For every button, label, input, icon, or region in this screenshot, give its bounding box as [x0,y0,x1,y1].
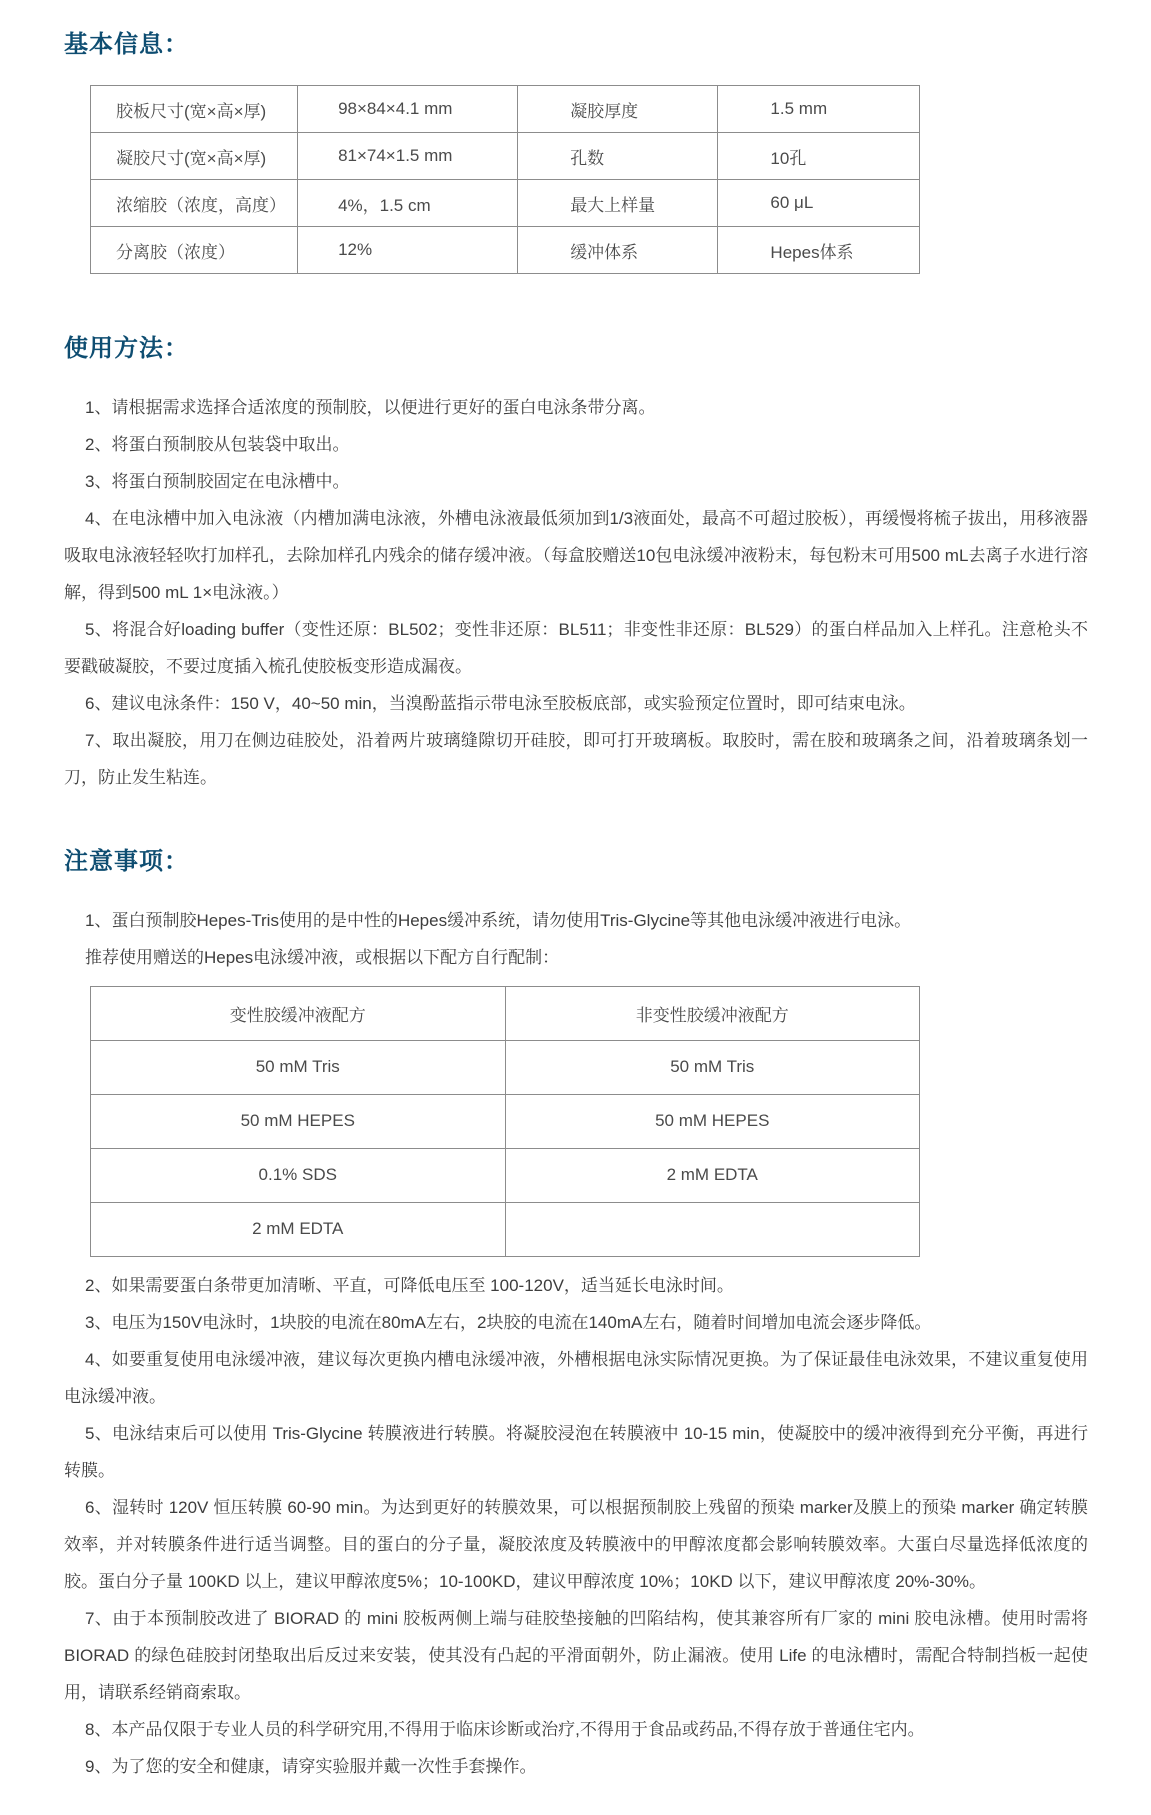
table-row [91,180,920,227]
usage-step: 4、在电泳槽中加入电泳液（内槽加满电泳液，外槽电泳液最低须加到1/3液面处，最高不可超过胶板），再缓慢将梳子拔出，用移液器吸取电泳液轻轻吹打加样孔，去除加样孔内残余的储存缓冲液。（每盒胶赠送10包电泳缓冲液粉末，每包粉末可用500 mL去离子水进行溶解，得到500 mL 1×电泳液。） [64,509,1088,603]
table-row [91,1202,920,1256]
table-row [91,133,920,180]
table-header-row [91,986,920,1040]
spec-label: 分离胶（浓度） [91,227,298,274]
basic-info-table [90,85,920,274]
buffer-cell: 50 mM HEPES [505,1094,920,1148]
buffer-recipe-table [90,986,920,1257]
usage-step: 7、取出凝胶，用刀在侧边硅胶处，沿着两片玻璃缝隙切开硅胶，即可打开玻璃板。取胶时，需在胶和玻璃条之间，沿着玻璃条划一刀，防止发生粘连。 [64,731,1088,788]
spec-value: 12% [298,227,518,274]
spec-label: 凝胶厚度 [518,86,718,133]
spec-label: 胶板尺寸(宽×高×厚) [91,86,298,133]
spec-value: 10孔 [718,133,920,180]
buffer-cell [505,1202,920,1256]
buffer-column-header: 变性胶缓冲液配方 [91,986,506,1040]
note-item: 1、蛋白预制胶Hepes-Tris使用的是中性的Hepes缓冲系统，请勿使用Tris-Glycine等其他电泳缓冲液进行电泳。 [85,910,912,930]
spec-label: 凝胶尺寸(宽×高×厚) [91,133,298,180]
buffer-cell: 2 mM EDTA [505,1148,920,1202]
spec-value: 98×84×4.1 mm [298,86,518,133]
basic-info-title: 基本信息： [64,31,189,58]
spec-value: 81×74×1.5 mm [298,133,518,180]
spec-value: 60 μL [718,180,920,227]
buffer-cell: 0.1% SDS [91,1148,506,1202]
note-item: 4、如要重复使用电泳缓冲液，建议每次更换内槽电泳缓冲液，外槽根据电泳实际情况更换。为了保证最佳电泳效果，不建议重复使用电泳缓冲液。 [64,1349,1088,1406]
table-row [91,1094,920,1148]
spec-label: 浓缩胶（浓度，高度） [91,180,298,227]
usage-step: 2、将蛋白预制胶从包装袋中取出。 [85,435,350,455]
note-item: 7、由于本预制胶改进了 BIORAD 的 mini 胶板两侧上端与硅胶垫接触的凹陷结构，使其兼容所有厂家的 mini 胶电泳槽。使用时需将 BIORAD 的绿色硅胶封闭垫取出后反过来安装，使其没有凸起的平滑面朝外，防止漏液。使用 Life 的电泳槽时，需配合特制挡板一起使用，请联系经销商索取。 [64,1609,1088,1703]
spec-value: 4%，1.5 cm [298,180,518,227]
usage-step: 6、建议电泳条件：150 V，40~50 min，当溴酚蓝指示带电泳至胶板底部，或实验预定位置时，即可结束电泳。 [85,694,916,714]
table-row [91,86,920,133]
spec-value: Hepes体系 [718,227,920,274]
spec-label: 缓冲体系 [518,227,718,274]
buffer-cell: 50 mM Tris [505,1040,920,1094]
spec-label: 最大上样量 [518,180,718,227]
note-item: 2、如果需要蛋白条带更加清晰、平直，可降低电压至 100-120V，适当延长电泳时间。 [85,1275,734,1295]
note-item: 9、为了您的安全和健康，请穿实验服并戴一次性手套操作。 [85,1757,537,1777]
note-item: 8、本产品仅限于专业人员的科学研究用,不得用于临床诊断或治疗,不得用于食品或药品,不得存放于普通住宅内。 [85,1720,925,1740]
usage-title: 使用方法： [64,335,189,362]
usage-step: 1、请根据需求选择合适浓度的预制胶，以便进行更好的蛋白电泳条带分离。 [85,398,656,417]
spec-value: 1.5 mm [718,86,920,133]
table-row [91,1040,920,1094]
table-row [91,227,920,274]
buffer-column-header: 非变性胶缓冲液配方 [505,986,920,1040]
notes-title: 注意事项： [64,847,189,875]
note-item: 6、湿转时 120V 恒压转膜 60-90 min。为达到更好的转膜效果，可以根据预制胶上残留的预染 marker及膜上的预染 marker 确定转膜效率，并对转膜条件进行适当调整。目的蛋白的分子量，凝胶浓度及转膜液中的甲醇浓度都会影响转膜效率。大蛋白尽量选择低浓度的胶。蛋白分子量 100KD 以上，建议甲醇浓度5%；10-100KD，建议甲醇浓度 10%；10KD 以下，建议甲醇浓度 20%-30%。 [64,1497,1088,1591]
note-item: 5、电泳结束后可以使用 Tris-Glycine 转膜液进行转膜。将凝胶浸泡在转膜液中 10-15 min，使凝胶中的缓冲液得到充分平衡，再进行转膜。 [64,1423,1088,1480]
note-item: 3、电压为150V电泳时，1块胶的电流在80mA左右，2块胶的电流在140mA左右，随着时间增加电流会逐步降低。 [85,1312,932,1332]
table-row [91,1148,920,1202]
spec-label: 孔数 [518,133,718,180]
usage-step: 3、将蛋白预制胶固定在电泳槽中。 [85,472,350,492]
buffer-cell: 2 mM EDTA [91,1202,506,1256]
note-item-continued: 推荐使用赠送的Hepes电泳缓冲液，或根据以下配方自行配制： [85,947,560,967]
buffer-cell: 50 mM Tris [91,1040,506,1094]
buffer-cell: 50 mM HEPES [91,1094,506,1148]
usage-step: 5、将混合好loading buffer（变性还原：BL502；变性非还原：BL511；非变性非还原：BL529）的蛋白样品加入上样孔。注意枪头不要戳破凝胶，不要过度插入梳孔使胶板变形造成漏夜。 [64,620,1088,677]
